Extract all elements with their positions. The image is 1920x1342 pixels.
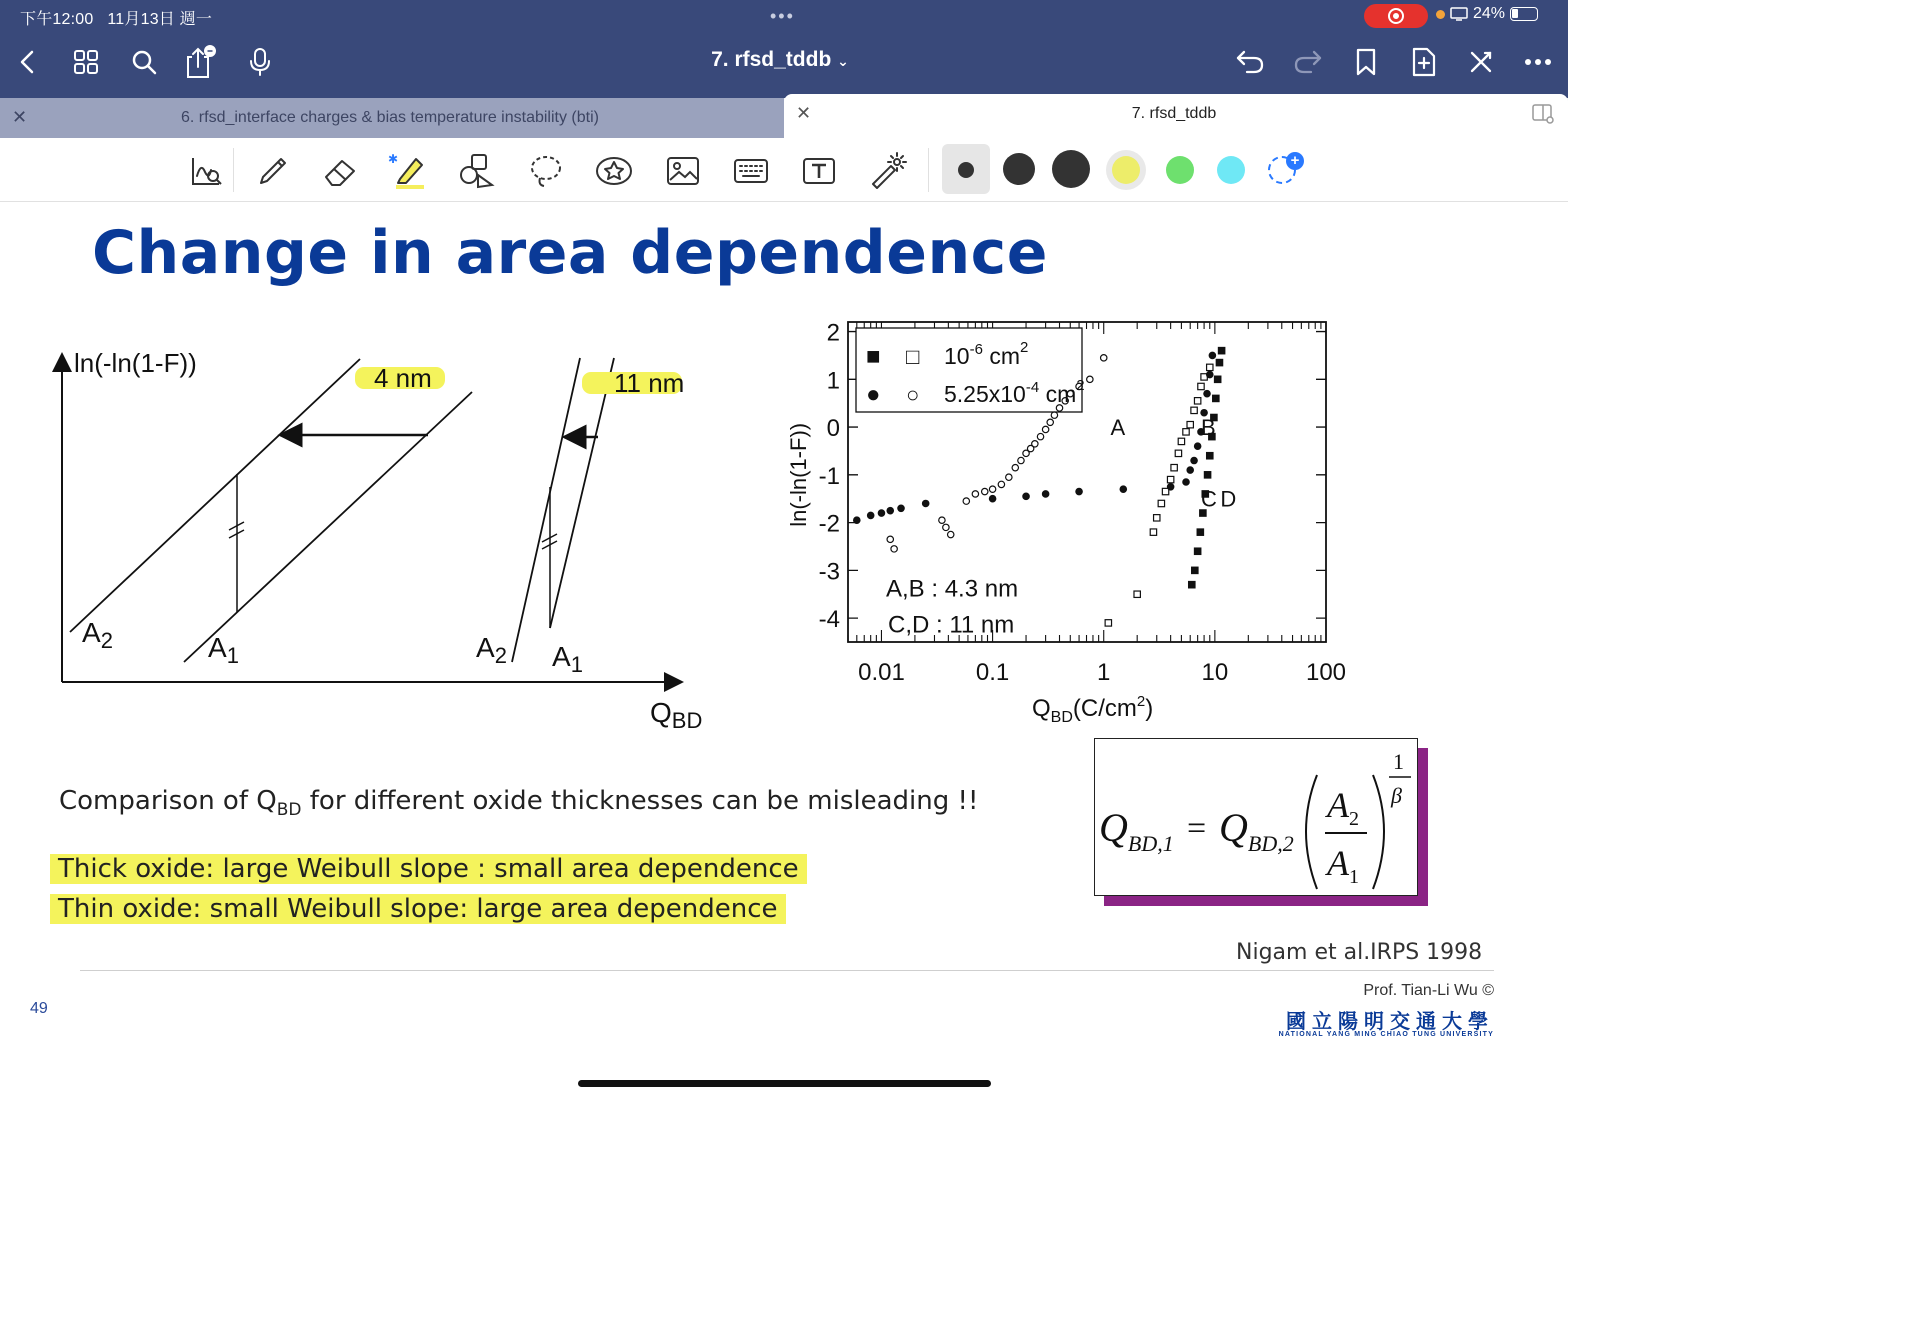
data-point-series-0 — [982, 488, 988, 494]
svg-text:QBD,1 — [1099, 805, 1174, 856]
image-tool[interactable] — [662, 150, 704, 192]
data-point-series-1 — [1154, 515, 1160, 521]
data-point-series-0 — [1032, 441, 1038, 447]
fraction-denominator: A — [1327, 843, 1349, 883]
label-a1-left: $A_1$ — [208, 632, 239, 668]
tab-label: 7. rfsd_tddb — [1131, 105, 1217, 122]
x-tick-label: 0.01 — [858, 659, 905, 686]
author-credit: Prof. Tian-Li Wu © — [1363, 982, 1494, 999]
diagram-y-label: ln(-ln(1-F)) — [74, 348, 197, 378]
data-point-series-0 — [887, 536, 893, 542]
battery-icon — [1510, 7, 1538, 21]
data-point-series-0 — [1101, 355, 1107, 361]
back-icon[interactable] — [10, 44, 46, 80]
weibull-data-chart — [770, 312, 1370, 732]
exponent-numerator: 1 — [1393, 749, 1404, 774]
data-point-series-2 — [1209, 352, 1215, 358]
curve-label-C: C — [1200, 486, 1217, 512]
data-point-series-2 — [1207, 371, 1213, 377]
color-cyan-swatch[interactable] — [1217, 156, 1245, 184]
data-point-series-0 — [1087, 376, 1093, 382]
share-icon[interactable] — [182, 44, 218, 80]
data-point-series-1 — [1183, 429, 1189, 435]
color-green-swatch[interactable] — [1166, 156, 1194, 184]
data-point-series-2 — [1191, 457, 1197, 463]
y-tick-label: -4 — [818, 606, 840, 634]
data-point-series-2 — [1183, 479, 1189, 485]
home-indicator[interactable] — [578, 1080, 991, 1087]
comparison-pre: Comparison of Q — [59, 786, 277, 816]
formula-lhs-sub: BD,1 — [1127, 831, 1174, 856]
sticker-tool[interactable] — [593, 150, 635, 192]
label-a1-right: $A_1$ — [552, 641, 583, 677]
data-point-series-0 — [1051, 412, 1057, 418]
legend-marker-open-large: ○ — [906, 382, 920, 407]
data-point-series-0 — [948, 531, 954, 537]
chevron-down-icon: ⌄ — [837, 53, 849, 69]
lasso-scan-tool[interactable] — [185, 150, 227, 192]
comparison-post: for different oxide thicknesses can be misleading !! — [301, 786, 979, 816]
redo-icon[interactable] — [1290, 44, 1326, 80]
y-tick-label: 1 — [826, 367, 840, 395]
comparison-text — [59, 786, 978, 820]
annotation-toolbar — [0, 138, 1568, 202]
diagram-x-label: $Q_{BD}$ — [650, 697, 703, 733]
annotation-11nm: C,D : 11 nm — [888, 611, 1015, 639]
color-yellow-swatch[interactable] — [1112, 156, 1140, 184]
text-tool[interactable] — [798, 150, 840, 192]
data-point-series-3 — [1189, 581, 1195, 587]
weibull-schematic-diagram — [30, 332, 730, 742]
data-point-series-3 — [1197, 529, 1203, 535]
svg-text:✱: ✱ — [388, 152, 399, 166]
pen-tool[interactable] — [252, 150, 294, 192]
data-point-series-0 — [1047, 419, 1053, 425]
data-point-series-2 — [1120, 486, 1126, 492]
record-icon — [1388, 8, 1404, 24]
data-point-series-3 — [1204, 472, 1210, 478]
data-point-series-2 — [898, 505, 904, 511]
y-tick-label: -2 — [818, 510, 840, 538]
document-title-dropdown[interactable] — [600, 48, 960, 72]
formula-box — [1094, 738, 1418, 896]
data-point-series-0 — [1018, 457, 1024, 463]
toolbar-divider — [928, 148, 929, 192]
screen-mirror-icon — [1450, 7, 1468, 21]
exponent-denominator: β — [1391, 783, 1402, 808]
tab-bar — [0, 98, 1568, 138]
legend-marker-filled-small: ■ — [866, 343, 881, 370]
thin-oxide-line: Thin oxide: small Weibull slope: large area dependence — [50, 894, 786, 924]
size-large-dot[interactable] — [1052, 150, 1090, 188]
numerator-sub: 2 — [1349, 808, 1359, 830]
document-title: 7. rfsd_tddb — [711, 48, 832, 71]
shapes-tool[interactable] — [456, 150, 498, 192]
data-point-series-0 — [943, 524, 949, 530]
area-scaling-formula — [1095, 739, 1419, 897]
data-point-series-2 — [854, 517, 860, 523]
right-paren — [1373, 775, 1384, 889]
y-tick-label: 0 — [826, 415, 840, 443]
comparison-sub: BD — [276, 800, 302, 821]
data-point-series-1 — [1171, 464, 1177, 470]
data-point-series-2 — [1167, 484, 1173, 490]
highlighter-tool[interactable] — [388, 150, 430, 192]
data-point-series-3 — [1192, 567, 1198, 573]
fraction-numerator: A — [1327, 785, 1349, 825]
bookmark-icon[interactable] — [1348, 44, 1384, 80]
thick-oxide-line: Thick oxide: large Weibull slope : small area dependence — [50, 854, 807, 884]
more-icon[interactable] — [1520, 44, 1556, 80]
data-point-series-1 — [1162, 488, 1168, 494]
curve-label-D: D — [1220, 486, 1237, 512]
formula-rhs-sub: BD,2 — [1247, 831, 1294, 856]
x-tick-label: 1 — [1097, 659, 1111, 686]
data-point-series-1 — [1194, 398, 1200, 404]
line-a2-11nm — [512, 358, 580, 662]
data-point-series-2 — [1076, 488, 1082, 494]
close-tab-icon[interactable]: ✕ — [796, 103, 812, 123]
status-time: 下午12:00 — [20, 11, 94, 28]
data-point-series-0 — [972, 491, 978, 497]
data-point-series-1 — [1167, 476, 1173, 482]
annotation-4-3nm: A,B : 4.3 nm — [886, 575, 1019, 603]
toolbar-divider — [233, 148, 234, 192]
footer-divider — [80, 970, 1494, 971]
data-point-series-2 — [887, 507, 893, 513]
close-tab-icon[interactable]: ✕ — [12, 107, 28, 127]
eraser-tool[interactable] — [320, 150, 362, 192]
multitasking-dots-icon[interactable]: ••• — [770, 6, 795, 26]
keyboard-tool[interactable] — [730, 150, 772, 192]
label-11nm: 11 nm — [614, 368, 685, 398]
size-medium-dot[interactable] — [1003, 153, 1035, 185]
slide-title: Change in area dependence — [92, 218, 1048, 288]
data-point-series-1 — [1187, 421, 1193, 427]
size-small-dot[interactable] — [958, 162, 974, 178]
mic-in-use-dot — [1436, 10, 1445, 19]
university-english-name: NATIONAL YANG MING CHIAO TUNG UNIVERSITY — [1278, 1031, 1494, 1038]
legend-marker-open-small: □ — [906, 344, 920, 369]
formula-equals: = — [1187, 810, 1207, 847]
lasso-tool[interactable] — [525, 150, 567, 192]
data-point-series-3 — [1207, 453, 1213, 459]
data-point-series-0 — [1006, 474, 1012, 480]
close-pen-icon[interactable] — [1463, 44, 1499, 80]
undo-icon[interactable] — [1232, 44, 1268, 80]
page-number: 49 — [30, 1000, 48, 1017]
search-icon[interactable] — [126, 44, 162, 80]
tab-label: 6. rfsd_interface charges & bias temperature instability (bti) — [181, 109, 599, 126]
data-point-series-0 — [939, 517, 945, 523]
citation: Nigam et al.IRPS 1998 — [1236, 940, 1483, 965]
laser-pointer-tool[interactable] — [866, 150, 908, 192]
left-paren — [1306, 775, 1317, 889]
legend-area-small: $10^{-6}$ $cm^2$ — [944, 339, 1029, 369]
data-point-series-1 — [1175, 450, 1181, 456]
data-point-series-3 — [1218, 347, 1224, 353]
add-page-icon[interactable] — [1406, 44, 1442, 80]
thick-oxide-text — [50, 854, 807, 884]
plus-icon[interactable]: + — [1286, 152, 1304, 170]
x-tick-label: 10 — [1201, 659, 1229, 686]
svg-text:A1 — [1325, 843, 1359, 888]
data-point-series-0 — [1042, 426, 1048, 432]
tab-inactive[interactable] — [0, 98, 784, 138]
data-point-series-0 — [1037, 433, 1043, 439]
curve-label-B: B — [1200, 415, 1216, 441]
y-tick-label: -1 — [818, 462, 840, 490]
data-point-series-2 — [1204, 390, 1210, 396]
data-point-series-3 — [1216, 359, 1222, 365]
data-point-series-1 — [1207, 364, 1213, 370]
data-point-series-1 — [1178, 438, 1184, 444]
battery-percent: 24% — [1473, 5, 1506, 22]
data-point-series-2 — [989, 496, 995, 502]
data-point-series-3 — [1194, 548, 1200, 554]
label-a2-left: $A_2$ — [82, 617, 113, 653]
data-point-series-3 — [1214, 376, 1220, 382]
legend-area-large: $5.25x10^{-4}$ $cm^2$ — [944, 377, 1085, 407]
chart-y-label: ln(-ln(1-F)) — [786, 422, 811, 527]
split-view-icon[interactable] — [1532, 104, 1554, 124]
y-tick-label: 2 — [826, 319, 840, 347]
curve-label-A: A — [1110, 415, 1126, 441]
university-logo-text: 國立陽明交通大學 — [1286, 1009, 1494, 1033]
data-point-series-1 — [1150, 529, 1156, 535]
data-point-series-1 — [1134, 591, 1140, 597]
legend-marker-filled-large: ● — [866, 381, 881, 408]
formula-rhs: Q — [1219, 805, 1248, 850]
data-point-series-2 — [867, 512, 873, 518]
x-tick-label: 100 — [1305, 659, 1347, 686]
data-point-series-2 — [1187, 467, 1193, 473]
status-time-date — [20, 6, 212, 29]
microphone-icon[interactable] — [242, 44, 278, 80]
top-bar — [0, 0, 1568, 98]
data-point-series-0 — [891, 546, 897, 552]
bottom-area — [0, 1046, 1568, 1098]
data-point-series-3 — [1213, 395, 1219, 401]
data-point-series-0 — [998, 481, 1004, 487]
status-date: 11月13日 週一 — [107, 11, 213, 28]
denominator-sub: 1 — [1349, 866, 1359, 888]
line-a1-11nm — [550, 358, 614, 628]
data-point-series-0 — [1012, 464, 1018, 470]
chart-x-label: $Q_{BD}(C/cm^2)$ — [1032, 693, 1154, 726]
svg-text:QBD,2 — [1219, 805, 1294, 856]
data-point-series-2 — [1023, 493, 1029, 499]
data-point-series-2 — [1194, 443, 1200, 449]
svg-text:A2 — [1325, 785, 1359, 830]
data-point-series-0 — [989, 486, 995, 492]
tab-active[interactable] — [784, 94, 1568, 138]
data-point-series-2 — [922, 500, 928, 506]
data-point-series-0 — [963, 498, 969, 504]
line-a1-4nm — [184, 392, 472, 662]
label-a2-right: $A_2$ — [476, 632, 507, 668]
status-right — [1436, 5, 1538, 23]
data-point-series-2 — [878, 510, 884, 516]
data-point-series-1 — [1198, 383, 1204, 389]
label-4nm: 4 nm — [374, 363, 432, 393]
data-point-series-1 — [1191, 407, 1197, 413]
x-tick-label: 0.1 — [975, 659, 1010, 686]
thin-oxide-text — [50, 894, 786, 924]
formula-lhs: Q — [1099, 805, 1128, 850]
data-point-series-1 — [1105, 620, 1111, 626]
data-point-series-1 — [1158, 500, 1164, 506]
grid-icon[interactable] — [68, 44, 104, 80]
data-point-series-2 — [1042, 491, 1048, 497]
screen-recording-indicator[interactable] — [1364, 4, 1428, 28]
slide-page — [0, 202, 1568, 1046]
line-a2-4nm — [70, 359, 360, 632]
y-tick-label: -3 — [818, 558, 840, 586]
